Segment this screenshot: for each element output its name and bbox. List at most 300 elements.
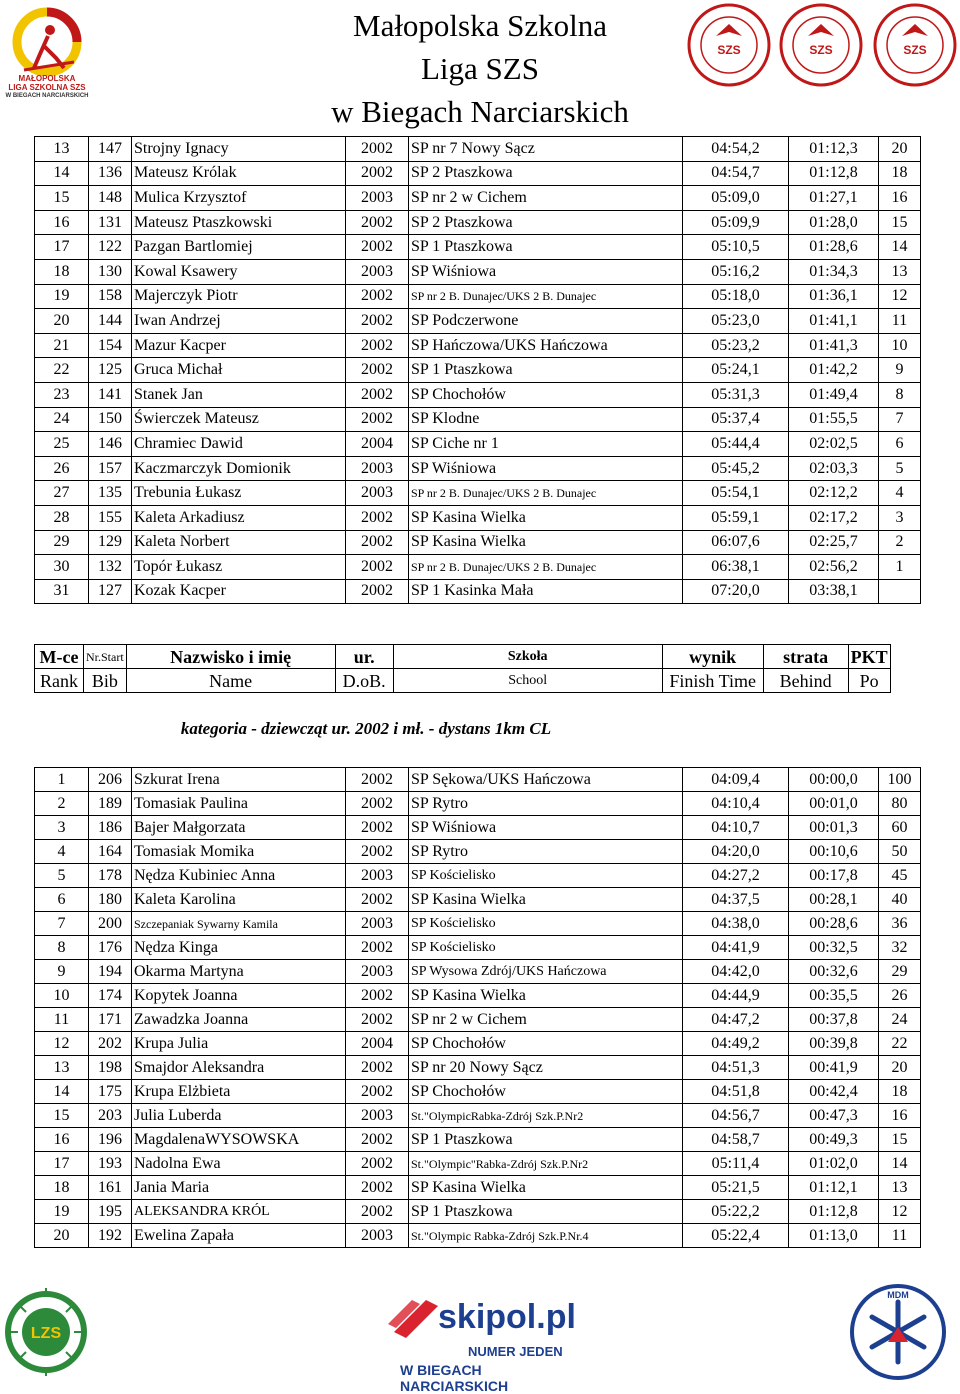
cell-school: SP nr 2 w Cichem — [409, 1008, 683, 1032]
cell-dob: 2003 — [346, 960, 409, 984]
cell-school: St."Olympic Rabka-Zdrój Szk.P.Nr.4 — [409, 1224, 683, 1248]
cell-behind: 00:35,5 — [789, 984, 879, 1008]
girls-result-row — [35, 1128, 921, 1152]
cell-bib: 206 — [89, 768, 132, 792]
cell-finish-time: 05:23,2 — [683, 333, 789, 358]
cell-finish-time: 05:16,2 — [683, 259, 789, 284]
cell-bib: 150 — [89, 407, 132, 432]
cell-dob: 2002 — [346, 235, 409, 260]
cell-rank: 7 — [35, 912, 89, 936]
cell-rank: 9 — [35, 960, 89, 984]
logo-text-3: W BIEGACH NARCIARSKICH — [5, 93, 89, 99]
cell-points: 13 — [879, 1176, 921, 1200]
cell-points: 14 — [879, 235, 921, 260]
cell-points: 11 — [879, 1224, 921, 1248]
cell-points: 15 — [879, 210, 921, 235]
boys-result-row — [35, 235, 921, 260]
cell-behind: 01:27,1 — [789, 186, 879, 211]
cell-bib: 195 — [89, 1200, 132, 1224]
cell-name: Mulica Krzysztof — [132, 186, 346, 211]
cell-finish-time: 04:10,4 — [683, 792, 789, 816]
cell-rank: 19 — [35, 284, 89, 309]
cell-rank: 20 — [35, 1224, 89, 1248]
cell-points: 20 — [879, 1056, 921, 1080]
cell-school: SP Wiśniowa — [409, 816, 683, 840]
cell-points: 18 — [879, 1080, 921, 1104]
cell-dob: 2002 — [346, 579, 409, 604]
category-heading: kategoria - dziewcząt ur. 2002 i mł. - dystans 1km CL — [180, 719, 552, 738]
cell-finish-time: 06:07,6 — [683, 530, 789, 555]
boys-result-row — [35, 407, 921, 432]
title-line-3: w Biegach Narciarskich — [331, 94, 629, 129]
svg-text:SZS: SZS — [809, 43, 833, 57]
cell-dob: 2002 — [346, 840, 409, 864]
cell-behind: 00:39,8 — [789, 1032, 879, 1056]
cell-behind: 01:41,1 — [789, 309, 879, 334]
cell-points: 26 — [879, 984, 921, 1008]
cell-bib: 161 — [89, 1176, 132, 1200]
girls-result-row — [35, 864, 921, 888]
cell-behind: 02:17,2 — [789, 505, 879, 530]
cell-rank: 13 — [35, 1056, 89, 1080]
header-name-en: Name — [126, 669, 335, 693]
cell-finish-time: 04:27,2 — [683, 864, 789, 888]
cell-points: 45 — [879, 864, 921, 888]
cell-school: SP 2 Ptaszkowa — [409, 210, 683, 235]
cell-behind: 01:42,2 — [789, 358, 879, 383]
cell-bib: 129 — [89, 530, 132, 555]
cell-name: ALEKSANDRA KRÓL — [132, 1200, 346, 1224]
cell-bib: 200 — [89, 912, 132, 936]
cell-points: 32 — [879, 936, 921, 960]
cell-bib: 146 — [89, 432, 132, 457]
cell-name: Szczepaniak Sywarny Kamila — [132, 912, 346, 936]
cell-behind: 01:34,3 — [789, 259, 879, 284]
cell-behind: 02:25,7 — [789, 530, 879, 555]
header-points-en: Po — [848, 669, 890, 693]
cell-bib: 192 — [89, 1224, 132, 1248]
cell-points: 10 — [879, 333, 921, 358]
cell-dob: 2003 — [346, 864, 409, 888]
cell-name: Strojny Ignacy — [132, 137, 346, 162]
cell-bib: 175 — [89, 1080, 132, 1104]
szs-badge-icon — [686, 2, 772, 88]
header-rank-pl: M-ce — [35, 645, 84, 669]
cell-school: SP Podczerwone — [409, 309, 683, 334]
title-line-2: Liga SZS — [421, 51, 539, 86]
cell-behind: 00:41,9 — [789, 1056, 879, 1080]
girls-result-row — [35, 984, 921, 1008]
cell-rank: 31 — [35, 579, 89, 604]
cell-name: Bajer Małgorzata — [132, 816, 346, 840]
cell-school: St."OlympicRabka-Zdrój Szk.P.Nr2 — [409, 1104, 683, 1128]
cell-rank: 19 — [35, 1200, 89, 1224]
cell-finish-time: 04:20,0 — [683, 840, 789, 864]
cell-finish-time: 04:49,2 — [683, 1032, 789, 1056]
column-header-row-en — [35, 669, 891, 693]
cell-name: Nadolna Ewa — [132, 1152, 346, 1176]
cell-behind: 00:47,3 — [789, 1104, 879, 1128]
girls-result-row — [35, 1056, 921, 1080]
cell-name: Chramiec Dawid — [132, 432, 346, 457]
cell-points: 40 — [879, 888, 921, 912]
cell-points: 22 — [879, 1032, 921, 1056]
boys-result-row — [35, 579, 921, 604]
girls-result-row — [35, 1200, 921, 1224]
cell-finish-time: 05:11,4 — [683, 1152, 789, 1176]
cell-behind: 01:55,5 — [789, 407, 879, 432]
cell-dob: 2002 — [346, 1200, 409, 1224]
cell-school: SP Kościelisko — [409, 864, 683, 888]
cell-points: 29 — [879, 960, 921, 984]
cell-finish-time: 04:51,3 — [683, 1056, 789, 1080]
cell-dob: 2002 — [346, 768, 409, 792]
cell-school: SP Klodne — [409, 407, 683, 432]
cell-rank: 16 — [35, 1128, 89, 1152]
cell-dob: 2002 — [346, 407, 409, 432]
cell-bib: 148 — [89, 186, 132, 211]
cell-school: SP nr 7 Nowy Sącz — [409, 137, 683, 162]
szs-badge-icon — [778, 2, 864, 88]
cell-dob: 2002 — [346, 530, 409, 555]
cell-finish-time: 05:09,9 — [683, 210, 789, 235]
cell-rank: 11 — [35, 1008, 89, 1032]
cell-school: SP Kasina Wielka — [409, 1176, 683, 1200]
cell-name: Mateusz Ptaszkowski — [132, 210, 346, 235]
cell-name: Iwan Andrzej — [132, 309, 346, 334]
cell-finish-time: 04:09,4 — [683, 768, 789, 792]
cell-dob: 2002 — [346, 1152, 409, 1176]
boys-result-row — [35, 555, 921, 580]
boys-result-row — [35, 137, 921, 162]
cell-points: 6 — [879, 432, 921, 457]
cell-bib: 131 — [89, 210, 132, 235]
cell-finish-time: 05:10,5 — [683, 235, 789, 260]
mdm-logo-text: MDM — [887, 1290, 909, 1300]
cell-bib: 132 — [89, 555, 132, 580]
cell-finish-time: 05:54,1 — [683, 481, 789, 506]
cell-rank: 12 — [35, 1032, 89, 1056]
league-logo-text — [4, 74, 90, 101]
cell-dob: 2002 — [346, 284, 409, 309]
cell-behind: 02:03,3 — [789, 456, 879, 481]
cell-school: SP 1 Ptaszkowa — [409, 235, 683, 260]
cell-finish-time: 04:41,9 — [683, 936, 789, 960]
cell-bib: 171 — [89, 1008, 132, 1032]
boys-result-row — [35, 358, 921, 383]
cell-behind: 01:36,1 — [789, 284, 879, 309]
cell-bib: 186 — [89, 816, 132, 840]
cell-school: SP nr 2 B. Dunajec/UKS 2 B. Dunajec — [409, 284, 683, 309]
cell-rank: 14 — [35, 1080, 89, 1104]
cell-school: SP 1 Ptaszkowa — [409, 358, 683, 383]
cell-school: SP Kasina Wielka — [409, 505, 683, 530]
cell-dob: 2002 — [346, 382, 409, 407]
column-header-table — [34, 644, 891, 693]
cell-name: Pazgan Bartlomiej — [132, 235, 346, 260]
cell-points: 100 — [879, 768, 921, 792]
girls-results-table — [34, 767, 921, 1248]
cell-finish-time: 04:56,7 — [683, 1104, 789, 1128]
cell-school: SP nr 2 w Cichem — [409, 186, 683, 211]
cell-dob: 2002 — [346, 816, 409, 840]
cell-finish-time: 05:45,2 — [683, 456, 789, 481]
cell-finish-time: 05:09,0 — [683, 186, 789, 211]
cell-school: SP Kościelisko — [409, 936, 683, 960]
cell-dob: 2003 — [346, 1224, 409, 1248]
cell-name: Gruca Michał — [132, 358, 346, 383]
cell-rank: 16 — [35, 210, 89, 235]
cell-behind: 01:12,3 — [789, 137, 879, 162]
girls-result-row — [35, 888, 921, 912]
cell-points: 16 — [879, 186, 921, 211]
cell-points: 11 — [879, 309, 921, 334]
cell-name: Kowal Ksawery — [132, 259, 346, 284]
league-logo — [4, 6, 90, 110]
cell-behind: 00:00,0 — [789, 768, 879, 792]
cell-bib: 193 — [89, 1152, 132, 1176]
cell-bib: 127 — [89, 579, 132, 604]
header-time-pl: wynik — [662, 645, 763, 669]
cell-behind: 02:56,2 — [789, 555, 879, 580]
cell-name: Krupa Julia — [132, 1032, 346, 1056]
boys-result-row — [35, 309, 921, 334]
cell-points: 20 — [879, 137, 921, 162]
girls-result-row — [35, 1032, 921, 1056]
cell-behind: 00:17,8 — [789, 864, 879, 888]
cell-finish-time: 04:54,7 — [683, 161, 789, 186]
cell-dob: 2002 — [346, 1008, 409, 1032]
boys-result-row — [35, 186, 921, 211]
cell-dob: 2003 — [346, 456, 409, 481]
cell-bib: 158 — [89, 284, 132, 309]
cell-dob: 2003 — [346, 1104, 409, 1128]
cell-behind: 01:41,3 — [789, 333, 879, 358]
cell-school: SP Kasina Wielka — [409, 530, 683, 555]
cell-dob: 2002 — [346, 210, 409, 235]
girls-result-row — [35, 1104, 921, 1128]
header-dob-en: D.oB. — [335, 669, 393, 693]
cell-behind: 00:32,6 — [789, 960, 879, 984]
cell-name: Nędza Kinga — [132, 936, 346, 960]
lzs-logo-icon — [4, 1282, 88, 1384]
cell-rank: 29 — [35, 530, 89, 555]
cell-name: Topór Łukasz — [132, 555, 346, 580]
cell-dob: 2002 — [346, 161, 409, 186]
cell-dob: 2002 — [346, 792, 409, 816]
cell-behind: 01:13,0 — [789, 1224, 879, 1248]
szs-badge-icon — [872, 2, 958, 88]
cell-points: 60 — [879, 816, 921, 840]
header-time-en: Finish Time — [662, 669, 763, 693]
cell-school: SP Chochołów — [409, 1032, 683, 1056]
girls-result-row — [35, 960, 921, 984]
cell-bib: 157 — [89, 456, 132, 481]
cell-name: Mazur Kacper — [132, 333, 346, 358]
skier-logo-icon — [4, 6, 90, 76]
cell-finish-time: 04:51,8 — [683, 1080, 789, 1104]
cell-name: Julia Luberda — [132, 1104, 346, 1128]
boys-result-row — [35, 505, 921, 530]
cell-points: 50 — [879, 840, 921, 864]
cell-bib: 154 — [89, 333, 132, 358]
cell-behind: 00:01,0 — [789, 792, 879, 816]
header-behind-en: Behind — [763, 669, 848, 693]
header-bib-pl: Nr.Start — [84, 645, 127, 669]
cell-points: 14 — [879, 1152, 921, 1176]
cell-finish-time: 05:22,2 — [683, 1200, 789, 1224]
cell-rank: 20 — [35, 309, 89, 334]
header-dob-pl: ur. — [335, 645, 393, 669]
cell-behind: 01:12,8 — [789, 161, 879, 186]
cell-school: SP Kościelisko — [409, 912, 683, 936]
boys-result-row — [35, 456, 921, 481]
cell-rank: 3 — [35, 816, 89, 840]
cell-bib: 189 — [89, 792, 132, 816]
cell-points: 2 — [879, 530, 921, 555]
boys-results-table — [34, 136, 921, 604]
cell-school: SP 2 Ptaszkowa — [409, 161, 683, 186]
cell-behind: 00:49,3 — [789, 1128, 879, 1152]
cell-rank: 15 — [35, 186, 89, 211]
cell-rank: 6 — [35, 888, 89, 912]
cell-points: 24 — [879, 1008, 921, 1032]
cell-name: Tomasiak Momika — [132, 840, 346, 864]
boys-result-row — [35, 210, 921, 235]
cell-rank: 25 — [35, 432, 89, 457]
title-line-1: Małopolska Szkolna — [353, 8, 607, 43]
boys-result-row — [35, 284, 921, 309]
cell-rank: 2 — [35, 792, 89, 816]
cell-school: SP Kasina Wielka — [409, 888, 683, 912]
girls-result-row — [35, 1080, 921, 1104]
cell-name: Kaleta Karolina — [132, 888, 346, 912]
cell-name: Mateusz Królak — [132, 161, 346, 186]
column-header-row-pl — [35, 645, 891, 669]
cell-name: Świerczek Mateusz — [132, 407, 346, 432]
cell-bib: 135 — [89, 481, 132, 506]
cell-bib: 141 — [89, 382, 132, 407]
cell-points: 16 — [879, 1104, 921, 1128]
boys-result-row — [35, 481, 921, 506]
cell-school: SP Wiśniowa — [409, 456, 683, 481]
mdm-logo-icon — [848, 1282, 948, 1382]
cell-dob: 2002 — [346, 1176, 409, 1200]
cell-rank: 4 — [35, 840, 89, 864]
cell-name: Trebunia Łukasz — [132, 481, 346, 506]
cell-behind: 01:12,8 — [789, 1200, 879, 1224]
girls-result-row — [35, 1008, 921, 1032]
cell-rank: 18 — [35, 1176, 89, 1200]
cell-school: SP 1 Ptaszkowa — [409, 1128, 683, 1152]
cell-finish-time: 04:44,9 — [683, 984, 789, 1008]
boys-result-row — [35, 259, 921, 284]
cell-behind: 01:28,0 — [789, 210, 879, 235]
cell-name: Tomasiak Paulina — [132, 792, 346, 816]
cell-dob: 2002 — [346, 505, 409, 530]
cell-behind: 00:37,8 — [789, 1008, 879, 1032]
cell-rank: 24 — [35, 407, 89, 432]
cell-points: 8 — [879, 382, 921, 407]
cell-name: Jania Maria — [132, 1176, 346, 1200]
cell-points: 1 — [879, 555, 921, 580]
logo-text-1: MAŁOPOLSKA — [18, 74, 76, 83]
cell-rank: 10 — [35, 984, 89, 1008]
cell-points: 5 — [879, 456, 921, 481]
skipol-swoosh-icon — [386, 1294, 446, 1338]
cell-behind: 00:01,3 — [789, 816, 879, 840]
cell-rank: 22 — [35, 358, 89, 383]
cell-points: 13 — [879, 259, 921, 284]
cell-finish-time: 05:31,3 — [683, 382, 789, 407]
cell-name: Stanek Jan — [132, 382, 346, 407]
cell-rank: 5 — [35, 864, 89, 888]
cell-school: SP nr 20 Nowy Sącz — [409, 1056, 683, 1080]
cell-school: SP Rytro — [409, 792, 683, 816]
cell-points: 7 — [879, 407, 921, 432]
cell-behind: 00:10,6 — [789, 840, 879, 864]
cell-name: Ewelina Zapała — [132, 1224, 346, 1248]
cell-bib: 178 — [89, 864, 132, 888]
cell-name: Szkurat Irena — [132, 768, 346, 792]
cell-bib: 147 — [89, 137, 132, 162]
cell-school: SP 1 Kasinka Mała — [409, 579, 683, 604]
cell-finish-time: 04:37,5 — [683, 888, 789, 912]
cell-points — [879, 579, 921, 604]
cell-rank: 27 — [35, 481, 89, 506]
girls-result-row — [35, 1152, 921, 1176]
cell-behind: 01:12,1 — [789, 1176, 879, 1200]
cell-school: SP Sękowa/UKS Hańczowa — [409, 768, 683, 792]
cell-points: 80 — [879, 792, 921, 816]
cell-name: MagdalenaWYSOWSKA — [132, 1128, 346, 1152]
cell-finish-time: 05:21,5 — [683, 1176, 789, 1200]
girls-result-row — [35, 912, 921, 936]
cell-name: Kaleta Arkadiusz — [132, 505, 346, 530]
cell-bib: 136 — [89, 161, 132, 186]
cell-school: SP 1 Ptaszkowa — [409, 1200, 683, 1224]
cell-rank: 18 — [35, 259, 89, 284]
cell-rank: 14 — [35, 161, 89, 186]
cell-rank: 30 — [35, 555, 89, 580]
skipol-tagline-2: W BIEGACH NARCIARSKICH — [400, 1362, 509, 1394]
cell-behind: 01:49,4 — [789, 382, 879, 407]
cell-bib: 122 — [89, 235, 132, 260]
girls-result-row — [35, 768, 921, 792]
boys-result-row — [35, 432, 921, 457]
cell-school: SP Wiśniowa — [409, 259, 683, 284]
cell-dob: 2002 — [346, 1080, 409, 1104]
cell-name: Majerczyk Piotr — [132, 284, 346, 309]
cell-finish-time: 05:24,1 — [683, 358, 789, 383]
header-behind-pl: strata — [763, 645, 848, 669]
boys-result-row — [35, 333, 921, 358]
cell-dob: 2002 — [346, 333, 409, 358]
cell-points: 36 — [879, 912, 921, 936]
cell-behind: 02:02,5 — [789, 432, 879, 457]
boys-result-row — [35, 382, 921, 407]
cell-dob: 2003 — [346, 259, 409, 284]
cell-points: 12 — [879, 1200, 921, 1224]
cell-name: Zawadzka Joanna — [132, 1008, 346, 1032]
cell-rank: 13 — [35, 137, 89, 162]
cell-rank: 8 — [35, 936, 89, 960]
cell-dob: 2004 — [346, 432, 409, 457]
cell-bib: 130 — [89, 259, 132, 284]
cell-dob: 2003 — [346, 912, 409, 936]
cell-points: 15 — [879, 1128, 921, 1152]
skipol-tagline-1: NUMER JEDEN — [468, 1344, 563, 1359]
